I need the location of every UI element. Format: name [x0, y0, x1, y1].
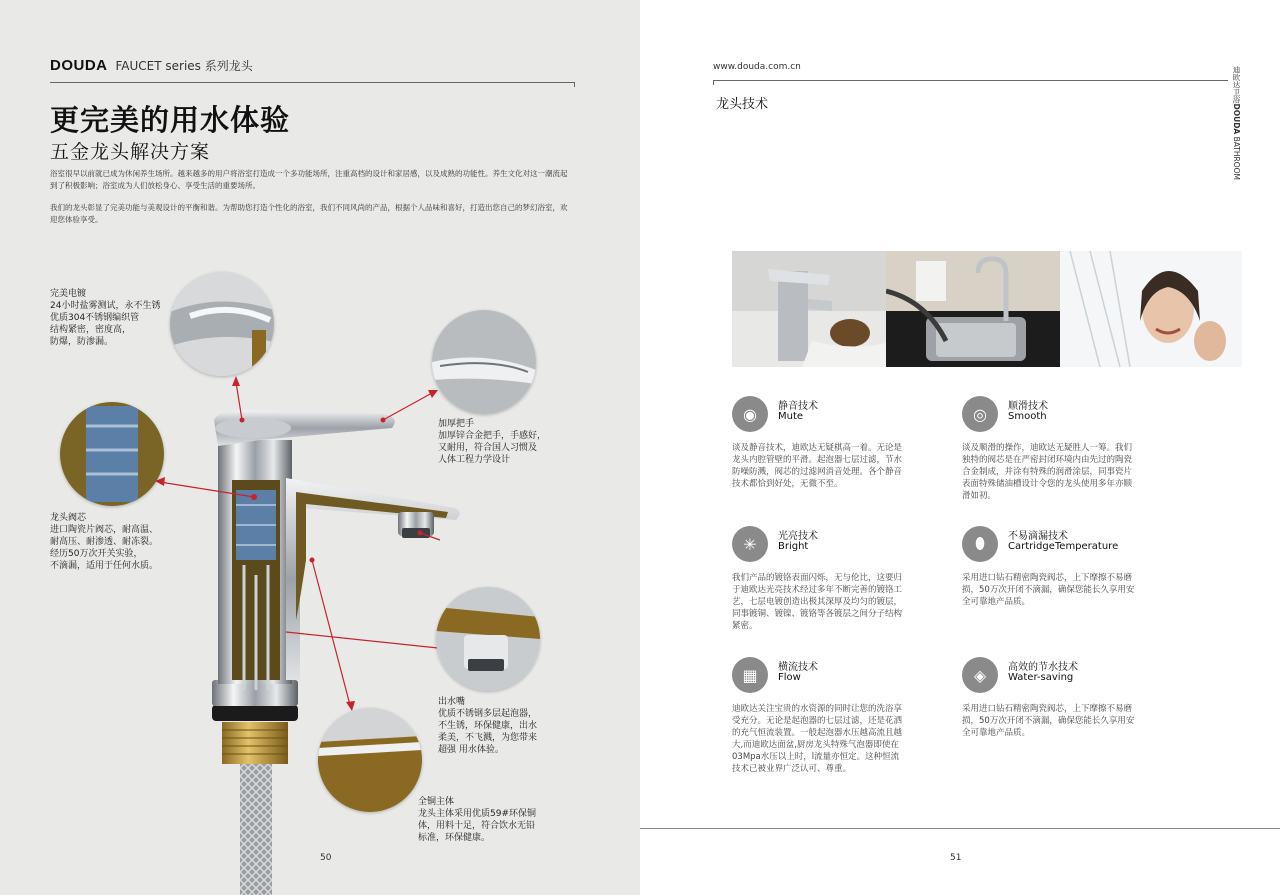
- feature-mute-title: 静音技术: [778, 401, 818, 412]
- callout-plating-line-4: 防爆，防渗漏。: [50, 337, 114, 347]
- feature-flow-title: 横流技术: [778, 662, 818, 673]
- callout-body-line-1: 龙头主体采用优质59#环保铜: [418, 809, 536, 819]
- callout-spout-line-3: 柔美，不飞溅，为您带来: [438, 733, 538, 743]
- feature-bright-body: 我们产品的镀铬表面闪烁，无与伦比，这要归于迪欧达光亮技术经过多年不断完善的镀铬工艺，七层电镀创造出极其深厚及均匀的镀层，同事镀铜、镀镍、镀铬等各镀层之间分子结构紧密。: [732, 573, 903, 631]
- bright-icon: ✳: [732, 526, 768, 562]
- callout-handle: [438, 418, 568, 466]
- feature-drip-subtitle: CartridgeTemperature: [1008, 541, 1119, 552]
- feature-water-saving-body: 采用进口钻石精密陶瓷阀芯，上下摩擦不易磨损，50万次开闭不滴漏，确保您能长久享用安全可靠地产品质。: [962, 704, 1135, 738]
- side-brand-bold: DOUDA: [1232, 103, 1241, 135]
- zoom-plating-detail: [170, 272, 274, 376]
- feature-water-saving-subtitle: Water-saving: [1008, 672, 1074, 683]
- callout-cartridge-line-3: 经历50万次开关实验，: [50, 549, 143, 559]
- callout-cartridge-line-1: 进口陶瓷片阀芯，耐高温、: [50, 525, 159, 535]
- callout-spout-line-1: 优质不锈钢多层起泡器，: [438, 709, 538, 719]
- feature-bright-subtitle: Bright: [778, 541, 809, 552]
- callout-handle-line-1: 加厚锌合金把手，手感好，: [438, 431, 547, 441]
- callout-plating-line-2: 优质304不锈钢编织管: [50, 313, 140, 323]
- page-number-right: 51: [950, 853, 962, 863]
- series-label: FAUCET series 系列龙头: [115, 59, 253, 73]
- braided-hose: [240, 760, 272, 895]
- page-number-left: 50: [320, 853, 332, 863]
- callout-plating-line-3: 结构紧密，密度高，: [50, 325, 132, 335]
- callout-spout-line-2: 不生锈，环保健康，出水: [438, 721, 538, 731]
- photo-strip: [732, 251, 1242, 367]
- callout-cartridge-line-2: 耐高压、耐渗透、耐冻裂。: [50, 537, 159, 547]
- photo-woman-shower: [1060, 251, 1242, 367]
- feature-mute-subtitle: Mute: [778, 411, 804, 422]
- zoom-handle-detail: [432, 310, 536, 414]
- feature-drip-body: 采用进口钻石精密陶瓷阀芯，上下摩擦不易磨损，50万次开闭不滴漏，确保您能长久享用安全可靠地产品质。: [962, 573, 1135, 607]
- callout-cartridge-title: 龙头阀芯: [50, 513, 87, 523]
- zoom-cartridge-detail: [60, 402, 164, 506]
- callout-plating-title: 完美电镀: [50, 289, 87, 299]
- page-title: 更完美的用水体验: [50, 103, 291, 137]
- callout-handle-title: 加厚把手: [438, 419, 475, 429]
- callout-body-line-3: 标准，环保健康。: [418, 833, 491, 843]
- footer-divider: [640, 828, 1280, 829]
- feature-flow-body: 迪欧达关注宝贵的水资源的同时让您的洗浴享受充分。无论是起泡器的七层过滤，还是花洒的充气恒流装置。一般起泡器水压越高流且越大,而迪欧达面盆,厨房龙头特殊气泡器即使在03Mpa水压以上时，l流量亦恒定。这种恒流技术已被业界广泛认可、尊重。: [732, 704, 903, 774]
- flow-icon: ▦: [732, 657, 768, 693]
- water-saving-icon: ◈: [962, 657, 998, 693]
- callout-spout-title: 出水嘴: [438, 697, 466, 707]
- side-brand-vertical: [1228, 66, 1242, 186]
- header-divider-right: [713, 80, 1228, 81]
- smooth-icon: ◎: [962, 396, 998, 432]
- photo-basin-faucet: [732, 251, 886, 367]
- feature-smooth-title: 顺滑技术: [1008, 401, 1048, 412]
- callout-spout: [438, 696, 558, 756]
- callout-body: [418, 796, 558, 844]
- side-brand-prefix: 迪欧达卫浴: [1232, 66, 1241, 104]
- intro-paragraph-1: 浴室很早以前就已成为休闲养生场所。越来越多的用户将浴室打造成一个多功能场所，注重高档的设计和家居感，以及成熟的功能性。养生文化对这一潮流起到了积极影响；浴室成为人们放松身心、享受生活的重要场所。: [50, 169, 568, 190]
- callout-cartridge: [50, 512, 180, 572]
- brand-logo: DOUDA: [50, 57, 108, 74]
- section-title: 龙头技术: [716, 97, 769, 112]
- feature-bright-title: 光亮技术: [778, 531, 818, 542]
- zoom-spout-detail: [436, 587, 540, 691]
- feature-flow-subtitle: Flow: [778, 672, 801, 683]
- feature-drip-title: 不易滴漏技术: [1008, 531, 1068, 542]
- callout-spout-line-4: 超强 用水体验。: [438, 745, 504, 755]
- website-url: www.douda.com.cn: [713, 62, 801, 72]
- right-page: [640, 0, 1280, 895]
- feature-smooth-subtitle: Smooth: [1008, 411, 1047, 422]
- mute-icon: ◉: [732, 396, 768, 432]
- side-brand-suffix: BATHROOM: [1232, 134, 1241, 181]
- page-subtitle: 五金龙头解决方案: [50, 141, 211, 163]
- callout-plating: [50, 288, 180, 348]
- callout-handle-line-2: 又耐用，符合国人习惯及: [438, 443, 538, 453]
- callout-plating-line-1: 24小时盐雾测试，永不生锈: [50, 301, 161, 311]
- photo-kitchen-faucet: [886, 251, 1060, 367]
- drip-icon: ⬮: [962, 526, 998, 562]
- callout-cartridge-line-4: 不滴漏，适用于任何水质。: [50, 561, 159, 571]
- zoom-body-detail: [318, 708, 422, 812]
- feature-mute-body: 谈及静音技术，迪欧达无疑棋高一着。无论是龙头内腔管壁的平滑。起泡器七层过滤，节水防噪防溅，阀芯的过滤网消音处理。各个静音技术都恰到好处，无微不至。: [732, 443, 903, 489]
- feature-smooth-body: 谈及顺滑的操作，迪欧达无疑胜人一筹。我们独特的阀芯是在严密封闭环境内由先过的陶瓷合金制成，并涂有特殊的润滑涂层，同事瓷片表面特殊储油槽设计令您的龙头使用多年亦顺滑如初。: [962, 443, 1133, 501]
- feature-water-saving-title: 高效的节水技术: [1008, 662, 1078, 673]
- callout-body-line-2: 体，用料十足，符合饮水无铅: [418, 821, 536, 831]
- callout-body-title: 全铜主体: [418, 797, 455, 807]
- intro-paragraph-2: 我们的龙头彰显了完美功能与美观设计的平衡和谐。为帮助您打造个性化的浴室，我们不同风尚的产品，根据个人品味和喜好，打造出您自己的梦幻浴室，欢迎您体验享受。: [50, 203, 568, 224]
- callout-handle-line-3: 人体工程力学设计: [438, 455, 511, 465]
